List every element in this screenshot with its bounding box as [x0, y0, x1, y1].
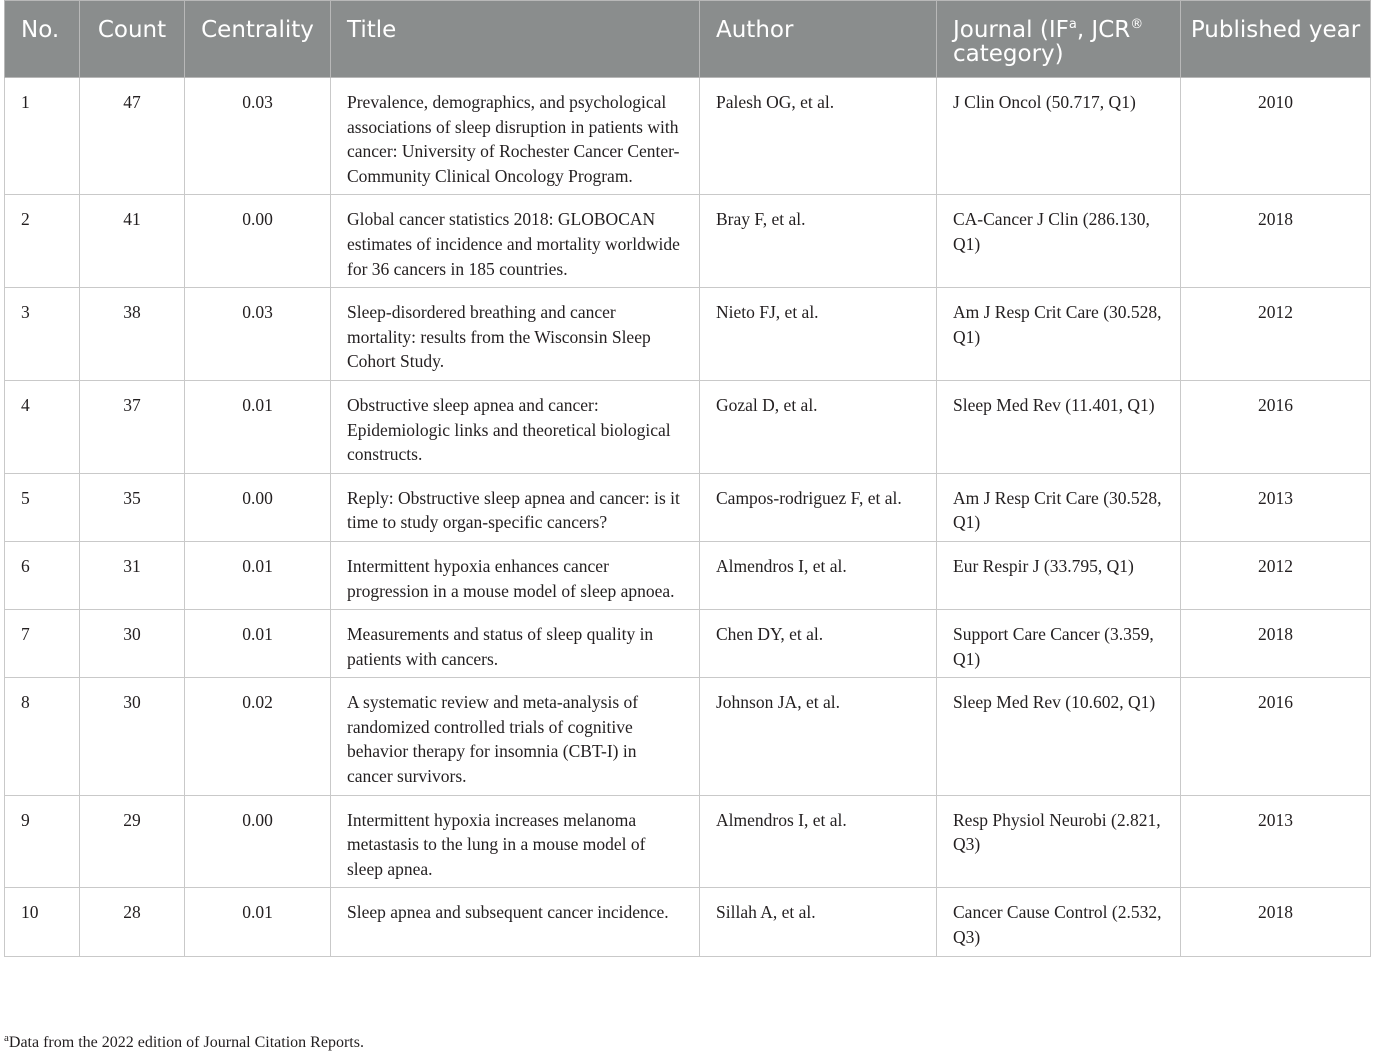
header-journal-superscript: a	[1068, 17, 1077, 32]
cell-no: 8	[5, 678, 80, 795]
cell-year: 2018	[1181, 888, 1371, 956]
header-journal-prefix: Journal (IF	[953, 17, 1069, 43]
cell-centrality: 0.02	[185, 678, 331, 795]
cell-title: Sleep-disordered breathing and cancer mortality: results from the Wisconsin Sleep Cohort Study.	[331, 288, 700, 381]
table-row	[5, 541, 1371, 609]
footnote-text: Data from the 2022 edition of Journal Citation Reports.	[8, 1034, 364, 1051]
cell-journal: Sleep Med Rev (10.602, Q1)	[937, 678, 1181, 795]
header-journal-suffix: category)	[953, 41, 1064, 67]
cell-author: Almendros I, et al.	[700, 795, 937, 888]
header-journal-mid: , JCR	[1076, 17, 1131, 43]
cell-no: 4	[5, 380, 80, 473]
cell-journal: Am J Resp Crit Care (30.528, Q1)	[937, 288, 1181, 381]
cell-author: Chen DY, et al.	[700, 610, 937, 678]
table-row	[5, 610, 1371, 678]
header-author: Author	[700, 1, 937, 78]
cell-journal: J Clin Oncol (50.717, Q1)	[937, 78, 1181, 195]
table-row	[5, 678, 1371, 795]
table-row	[5, 473, 1371, 541]
cell-year: 2012	[1181, 541, 1371, 609]
cell-author: Campos-rodriguez F, et al.	[700, 473, 937, 541]
table-footnote	[4, 1033, 364, 1053]
cell-journal: Resp Physiol Neurobi (2.821, Q3)	[937, 795, 1181, 888]
cell-year: 2016	[1181, 380, 1371, 473]
cell-journal: Eur Respir J (33.795, Q1)	[937, 541, 1181, 609]
table-row	[5, 288, 1371, 381]
cell-year: 2018	[1181, 610, 1371, 678]
header-row	[5, 1, 1371, 78]
cell-title: Intermittent hypoxia enhances cancer progression in a mouse model of sleep apnoea.	[331, 541, 700, 609]
cell-title: Intermittent hypoxia increases melanoma metastasis to the lung in a mouse model of sleep apnea.	[331, 795, 700, 888]
header-journal	[937, 1, 1181, 78]
header-no: No.	[5, 1, 80, 78]
header-year: Published year	[1181, 1, 1371, 78]
cell-centrality: 0.00	[185, 473, 331, 541]
cell-count: 38	[80, 288, 185, 381]
cell-title: Prevalence, demographics, and psychological associations of sleep disruption in patients with cancer: University of Rochester Cancer Center-Community Clinical Oncology Program.	[331, 78, 700, 195]
table-body	[5, 78, 1371, 957]
cell-author: Almendros I, et al.	[700, 541, 937, 609]
cell-title: Obstructive sleep apnea and cancer: Epidemiologic links and theoretical biological constructs.	[331, 380, 700, 473]
cell-no: 6	[5, 541, 80, 609]
cell-title: Reply: Obstructive sleep apnea and cancer: is it time to study organ-specific cancers?	[331, 473, 700, 541]
cell-count: 47	[80, 78, 185, 195]
cell-count: 37	[80, 380, 185, 473]
table-row	[5, 78, 1371, 195]
cell-title: Global cancer statistics 2018: GLOBOCAN estimates of incidence and mortality worldwide for 36 cancers in 185 countries.	[331, 195, 700, 288]
cell-year: 2013	[1181, 473, 1371, 541]
cell-title: Sleep apnea and subsequent cancer incidence.	[331, 888, 700, 956]
table-header	[5, 1, 1371, 78]
cell-centrality: 0.00	[185, 795, 331, 888]
cell-centrality: 0.01	[185, 610, 331, 678]
cell-author: Bray F, et al.	[700, 195, 937, 288]
cell-centrality: 0.01	[185, 888, 331, 956]
cell-no: 5	[5, 473, 80, 541]
cell-year: 2018	[1181, 195, 1371, 288]
cell-journal: Cancer Cause Control (2.532, Q3)	[937, 888, 1181, 956]
cell-journal: Support Care Cancer (3.359, Q1)	[937, 610, 1181, 678]
cell-no: 2	[5, 195, 80, 288]
cell-journal: CA-Cancer J Clin (286.130, Q1)	[937, 195, 1181, 288]
cell-count: 28	[80, 888, 185, 956]
cell-no: 10	[5, 888, 80, 956]
registered-mark: ®	[1130, 17, 1144, 32]
cell-author: Johnson JA, et al.	[700, 678, 937, 795]
cell-count: 30	[80, 610, 185, 678]
header-centrality: Centrality	[185, 1, 331, 78]
cell-author: Gozal D, et al.	[700, 380, 937, 473]
cell-year: 2012	[1181, 288, 1371, 381]
cell-no: 9	[5, 795, 80, 888]
cell-centrality: 0.01	[185, 380, 331, 473]
cell-centrality: 0.03	[185, 78, 331, 195]
cell-title: A systematic review and meta-analysis of randomized controlled trials of cognitive behavior therapy for insomnia (CBT-I) in cancer survivors.	[331, 678, 700, 795]
table-row	[5, 795, 1371, 888]
cell-count: 31	[80, 541, 185, 609]
cell-journal: Am J Resp Crit Care (30.528, Q1)	[937, 473, 1181, 541]
cell-count: 29	[80, 795, 185, 888]
header-title: Title	[331, 1, 700, 78]
cell-author: Sillah A, et al.	[700, 888, 937, 956]
cell-centrality: 0.03	[185, 288, 331, 381]
references-table	[4, 0, 1371, 957]
table-row	[5, 195, 1371, 288]
cell-count: 35	[80, 473, 185, 541]
cell-author: Nieto FJ, et al.	[700, 288, 937, 381]
table-row	[5, 888, 1371, 956]
cell-count: 41	[80, 195, 185, 288]
cell-centrality: 0.01	[185, 541, 331, 609]
cell-year: 2010	[1181, 78, 1371, 195]
cell-no: 3	[5, 288, 80, 381]
cell-count: 30	[80, 678, 185, 795]
cell-title: Measurements and status of sleep quality in patients with cancers.	[331, 610, 700, 678]
header-count: Count	[80, 1, 185, 78]
cell-journal: Sleep Med Rev (11.401, Q1)	[937, 380, 1181, 473]
cell-no: 1	[5, 78, 80, 195]
cell-author: Palesh OG, et al.	[700, 78, 937, 195]
cell-centrality: 0.00	[185, 195, 331, 288]
cell-no: 7	[5, 610, 80, 678]
footnote-marker: a	[4, 1032, 9, 1044]
table-row	[5, 380, 1371, 473]
cell-year: 2013	[1181, 795, 1371, 888]
cell-year: 2016	[1181, 678, 1371, 795]
